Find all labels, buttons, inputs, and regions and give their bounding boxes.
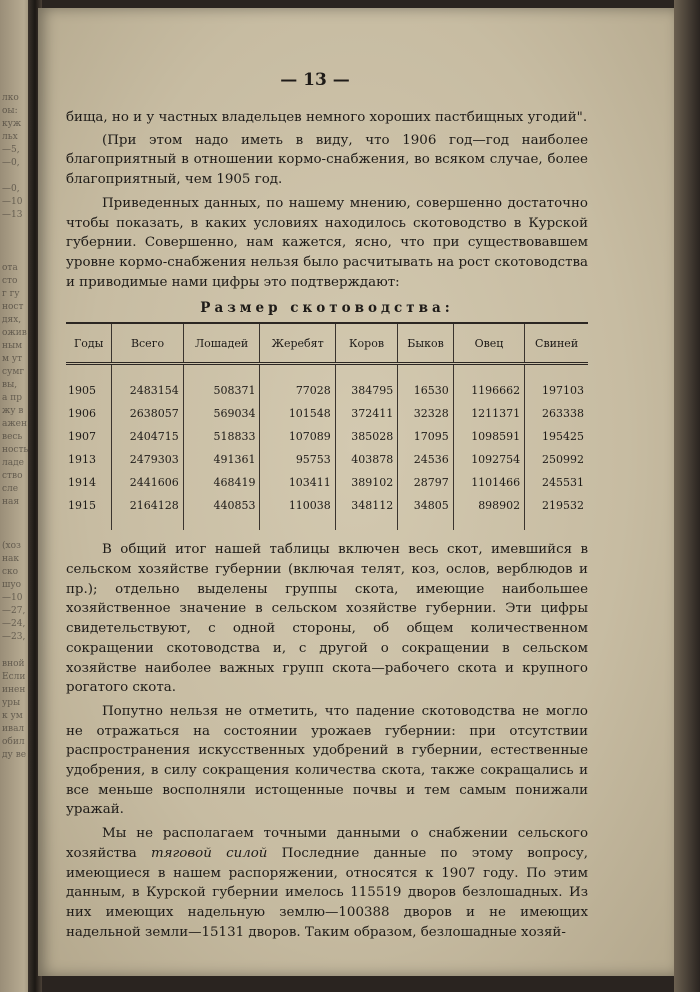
table-row — [66, 470, 588, 493]
left-page-fragment: вной — [2, 659, 25, 669]
table-cell-value: 1092754 — [453, 447, 524, 470]
draft-text-after: Последние данные по этому вопросу, имеющиеся в нашем распоряжении, относятся к 1907 году. По этим данным, в Курской губернии имелось 115519 дворов безлошадных. Из них имеющих надельную землю—100388 дворов и не имеющих надельной земли—15131 дворов. Таким образом, безлошадные хозяй- — [66, 845, 588, 940]
table-cell-value: 110038 — [260, 493, 335, 530]
header-cows: Коров — [335, 323, 397, 364]
left-page-fragment: дях, — [2, 315, 22, 325]
table-cell-year: 1915 — [68, 498, 96, 512]
table-cell-value: 219532 — [525, 493, 588, 530]
table-cell-year: 1913 — [68, 452, 96, 466]
left-page-fragment: ажен — [2, 419, 27, 429]
table-cell-year: 1914 — [68, 475, 96, 489]
table-cell-value: 440853 — [183, 493, 260, 530]
table-cell-value: 2164128 — [112, 493, 183, 530]
left-page-fragment: ско — [2, 567, 19, 577]
header-bulls: Быков — [398, 323, 454, 364]
table-cell-year: 1906 — [68, 406, 96, 420]
left-page-fragment: —0, — [2, 158, 20, 168]
paragraph-harvest: Попутно нельзя не отметить, что падение скотоводства не могло не отражаться на состоянии урожаев губернии: при отсутствии распространения искусственных удобрений в губернии, естественные удобрения, в силу сокращения количества скота, также сокращались и все меньше восполняли истощенные почвы и тем самым понижали уражай. — [66, 703, 588, 818]
left-page-fragment: ность — [2, 445, 29, 455]
table-cell-value: 491361 — [183, 447, 260, 470]
table-cell-value: 28797 — [398, 470, 454, 493]
table-cell-value: 508371 — [183, 364, 260, 402]
left-page-fragment: куж — [2, 119, 22, 129]
table-cell-value: 348112 — [335, 493, 397, 530]
table-cell-value: 107089 — [260, 424, 335, 447]
left-page-fragment: г гу — [2, 289, 20, 299]
paragraph-draft-power — [66, 824, 588, 942]
left-page-fragment: —24, — [2, 619, 26, 629]
table-cell-value: 2483154 — [112, 364, 183, 402]
table-cell-year: 1905 — [68, 383, 96, 397]
left-page-fragment: —10 — [2, 197, 23, 207]
left-page-fragment: —13 — [2, 210, 23, 220]
table-cell-value: 468419 — [183, 470, 260, 493]
table-cell-value: 16530 — [398, 364, 454, 402]
draft-text-emphasis: тяговой силой — [150, 845, 268, 861]
left-page-fragment: оы: — [2, 106, 18, 116]
page-content — [66, 70, 588, 942]
table-cell-value: 103411 — [260, 470, 335, 493]
table-cell-value: 245531 — [525, 470, 588, 493]
table-cell-value: 2404715 — [112, 424, 183, 447]
left-page-fragment: ота — [2, 263, 18, 273]
left-page-fragment: м ут — [2, 354, 23, 364]
left-page-fragment: льх — [2, 132, 18, 142]
table-cell-value: 195425 — [525, 424, 588, 447]
left-page-fragment: —23, — [2, 632, 26, 642]
table-row — [66, 493, 588, 530]
table-cell-value: 1101466 — [453, 470, 524, 493]
table-cell-value: 389102 — [335, 470, 397, 493]
draft-text-before: Мы не располагаем точными данными о снабжении сельского хозяйства — [66, 826, 588, 861]
left-page-fragment: ным — [2, 341, 23, 351]
table-row — [66, 447, 588, 470]
left-page-fragment: —10 — [2, 593, 23, 603]
page-number: — 13 — — [280, 70, 350, 90]
table-cell-value: 1211371 — [453, 401, 524, 424]
left-page-fragment: уры — [2, 698, 21, 708]
table-cell-value: 898902 — [453, 493, 524, 530]
table-cell-value: 2638057 — [112, 401, 183, 424]
table-cell-value: 372411 — [335, 401, 397, 424]
table-cell-value: 101548 — [260, 401, 335, 424]
left-page-fragment: нак — [2, 554, 19, 564]
header-pigs: Свиней — [525, 323, 588, 364]
table-cell-value: 250992 — [525, 447, 588, 470]
table-cell-value: 2441606 — [112, 470, 183, 493]
paragraph-summary: В общий итог нашей таблицы включен весь скот, имевшийся в сельском хозяйстве губернии (включая телят, коз, ослов, верблюдов и пр.); отдельно выделены группы скота, имеющие наибольшее хозяйственное значение в сельском хозяйстве губернии. Эти цифры свидетельствуют, с одной стороны, об общем количественном сокращении скотоводства и, с другой о сокращении в сельском хозяйстве наиболее важных групп скота—рабочего скота и крупного рогатого скота. — [66, 542, 588, 696]
header-years: Годы — [66, 323, 112, 364]
table-cell-value: 77028 — [260, 364, 335, 402]
livestock-table — [66, 322, 588, 530]
left-page-fragment: —0, — [2, 184, 20, 194]
left-page-fragment: ивал — [2, 724, 25, 734]
table-cell-value: 95753 — [260, 447, 335, 470]
header-horses: Лошадей — [183, 323, 260, 364]
table-cell-value: 569034 — [183, 401, 260, 424]
table-row — [66, 424, 588, 447]
table-cell-year: 1907 — [68, 429, 96, 443]
table-title: Размер скотоводства: — [200, 300, 454, 317]
table-cell-value: 1098591 — [453, 424, 524, 447]
header-foals: Жеребят — [260, 323, 335, 364]
left-page-fragment: а пр — [2, 393, 22, 403]
left-page-fragment: шуо — [2, 580, 22, 590]
table-cell-value: 2479303 — [112, 447, 183, 470]
left-page-fragment: ност — [2, 302, 24, 312]
table-body — [66, 364, 588, 531]
left-page-fragment: —27, — [2, 606, 26, 616]
left-page-fragment: вы, — [2, 380, 18, 390]
left-page-fragment: весь — [2, 432, 23, 442]
left-page-fragment: лко — [2, 93, 19, 103]
table-header-row — [66, 323, 588, 364]
left-page-fragment: ожив — [2, 328, 27, 338]
header-sheep: Овец — [453, 323, 524, 364]
table-cell-value: 384795 — [335, 364, 397, 402]
left-page-fragment: инен — [2, 685, 26, 695]
table-cell-value: 385028 — [335, 424, 397, 447]
left-page-fragment: —5, — [2, 145, 20, 155]
left-page-fragment: сумг — [2, 367, 25, 377]
table-row — [66, 401, 588, 424]
left-page-fragment: Если — [2, 672, 26, 682]
left-page-fragment: ладе — [2, 458, 24, 468]
table-cell-value: 197103 — [525, 364, 588, 402]
left-page-fragment: к ум — [2, 711, 23, 721]
left-page-fragment: обил — [2, 737, 25, 747]
table-cell-value: 1196662 — [453, 364, 524, 402]
paragraph-intro: Приведенных данных, по нашему мнению, совершенно достаточно чтобы показать, в каких условиях находилось скотоводство в Курской губернии. Совершенно, нам кажется, ясно, что при существовавшем уровне кормо-снабжения нельзя было расчитывать на рост скотоводства и приводимые нами цифры это подтверждают: — [66, 195, 588, 290]
header-total: Всего — [112, 323, 183, 364]
paragraph-note: (При этом надо иметь в виду, что 1906 год—год наиболее благоприятный в отношении кормо-снабжения, во всяком случае, более благоприятный, чем 1905 год. — [66, 132, 588, 188]
left-page-fragment: жу в — [2, 406, 24, 416]
table-row — [66, 364, 588, 402]
left-page-fragment: сле — [2, 484, 19, 494]
left-page-fragment: ная — [2, 497, 20, 507]
table-cell-value: 263338 — [525, 401, 588, 424]
left-page-fragment: ство — [2, 471, 23, 481]
table-cell-value: 32328 — [398, 401, 454, 424]
table-cell-value: 403878 — [335, 447, 397, 470]
left-page-fragment: (хоз — [2, 541, 21, 551]
table-cell-value: 24536 — [398, 447, 454, 470]
left-page-fragment: сто — [2, 276, 18, 286]
table-cell-value: 34805 — [398, 493, 454, 530]
table-cell-value: 17095 — [398, 424, 454, 447]
paragraph-continued: бища, но и у частных владельцев немного хороших пастбищных угодий". — [66, 110, 588, 125]
table-cell-value: 518833 — [183, 424, 260, 447]
left-page-fragment: ду ве — [2, 750, 27, 760]
right-page-edge — [674, 0, 700, 992]
